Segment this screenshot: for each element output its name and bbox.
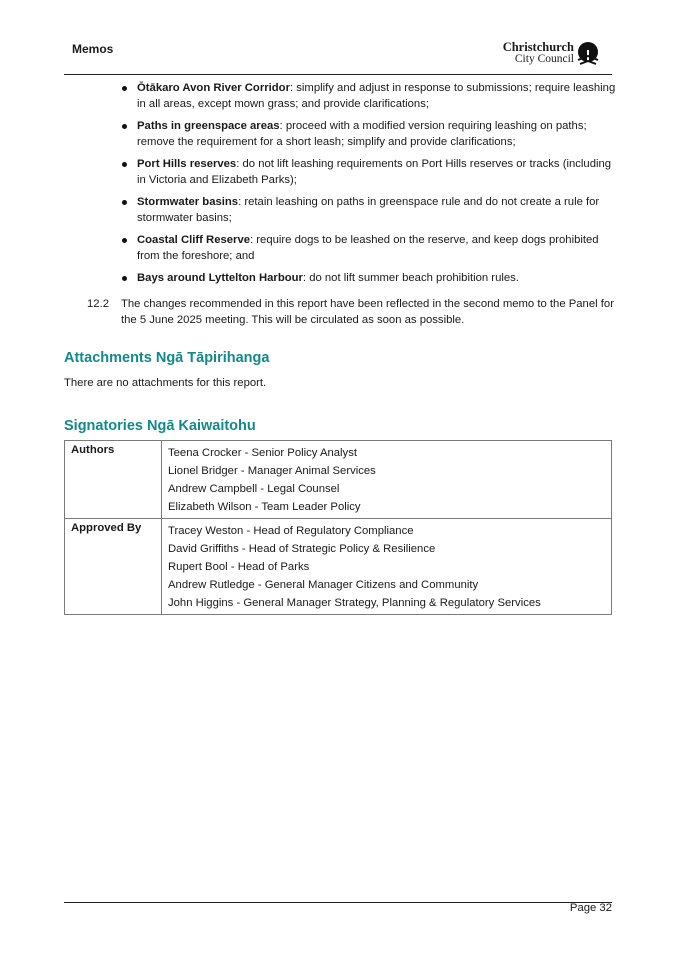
list-item — [120, 194, 620, 226]
signatory-name: Andrew Campbell - Legal Counsel — [168, 483, 340, 495]
paragraph-number: 12.2 — [87, 298, 109, 310]
names-cell — [162, 441, 612, 519]
item-title: Coastal Cliff Reserve — [137, 234, 251, 246]
header-title: Memos — [72, 42, 114, 56]
bullet-icon — [122, 86, 127, 91]
item-title: Ōtākaro Avon River Corridor — [137, 82, 290, 94]
signatory-name: Lionel Bridger - Manager Animal Services — [168, 465, 376, 477]
list-item — [120, 80, 620, 112]
bullet-icon — [122, 200, 127, 205]
signatory-name: Rupert Bool - Head of Parks — [168, 561, 310, 573]
item-text: : do not lift leashing requirements on Port Hills reserves or tracks (including in Victoria and Elizabeth Parks); — [137, 158, 612, 186]
item-text: : do not lift summer beach prohibition rules. — [302, 272, 519, 284]
signatory-name: Elizabeth Wilson - Team Leader Policy — [168, 501, 361, 513]
page-header — [64, 38, 612, 75]
signatory-name: Tracey Weston - Head of Regulatory Compliance — [168, 525, 414, 537]
signatory-name: David Griffiths - Head of Strategic Policy & Resilience — [168, 543, 436, 555]
item-title: Stormwater basins — [137, 196, 239, 208]
item-title: Paths in greenspace areas — [137, 120, 280, 132]
recommendation-list — [120, 80, 620, 292]
item-title: Bays around Lyttelton Harbour — [137, 272, 303, 284]
list-item — [120, 156, 620, 188]
item-text: : require dogs to be leashed on the reserve, and keep dogs prohibited from the foreshore; and — [137, 234, 599, 262]
signatory-name: Andrew Rutledge - General Manager Citizens and Community — [168, 579, 479, 591]
signatories-heading: Signatories Ngā Kaiwaitohu — [64, 418, 256, 434]
attachments-text: There are no attachments for this report. — [64, 377, 267, 389]
footer-divider — [64, 902, 612, 903]
signatories-table — [64, 440, 612, 615]
role-cell: Authors — [65, 441, 162, 519]
paragraph-text: The changes recommended in this report have been reflected in the second memo to the Panel for the 5 June 2025 meeting. This will be circulated as soon as possible. — [121, 298, 614, 326]
page-number: Page 32 — [569, 902, 612, 914]
table-row — [65, 441, 612, 519]
christchurch-tree-icon — [576, 42, 600, 66]
item-text: : retain leashing on paths in greenspace rule and do not create a rule for stormwater basins; — [137, 196, 600, 224]
logo-text — [503, 41, 574, 65]
list-item — [120, 118, 620, 150]
role-cell: Approved By — [65, 519, 162, 615]
logo-line2: City Council — [514, 53, 574, 65]
item-text: : simplify and adjust in response to submissions; require leashing in all areas, except mown grass; and provide clarifications; — [137, 82, 616, 110]
item-text: : proceed with a modified version requiring leashing on paths; remove the requirement for a short leash; simplify and provide clarifications; — [137, 120, 587, 148]
table-row — [65, 519, 612, 615]
list-item — [120, 232, 620, 264]
signatory-name: Teena Crocker - Senior Policy Analyst — [168, 447, 357, 459]
bullet-icon — [122, 238, 127, 243]
list-item — [120, 270, 620, 286]
signatory-name: John Higgins - General Manager Strategy, Planning & Regulatory Services — [168, 597, 541, 609]
bullet-icon — [122, 124, 127, 129]
attachments-heading: Attachments Ngā Tāpirihanga — [64, 350, 270, 366]
bullet-icon — [122, 276, 127, 281]
bullet-icon — [122, 162, 127, 167]
logo-line1: Christchurch — [502, 40, 574, 54]
names-cell — [162, 519, 612, 615]
item-title: Port Hills reserves — [137, 158, 237, 170]
